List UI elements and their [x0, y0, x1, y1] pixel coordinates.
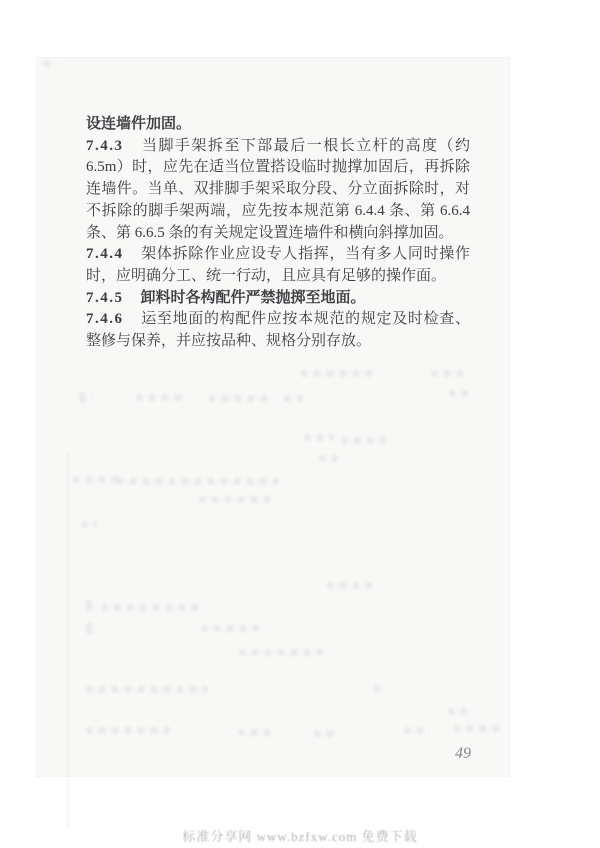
document-page [36, 57, 510, 777]
clause-7-4-5 [86, 288, 470, 310]
bleed-through-mark [341, 437, 393, 444]
bleed-through-mark [301, 370, 373, 377]
bleed-through-mark [101, 604, 205, 611]
clause-text: 运至地面的构配件应按本规范的规定及时检查、整修与保养，并应按品种、规格分别存放。 [86, 311, 470, 350]
bleed-through-mark [373, 685, 385, 692]
bleed-through-mark [86, 686, 208, 693]
bleed-through-mark [136, 394, 188, 401]
bleed-through-mark [304, 434, 334, 441]
clause-text: 架体拆除作业应设专人指挥，当有多人同时操作时，应明确分工、统一行动，且应具有足够的操作面。 [86, 246, 470, 284]
page-gutter-shadow [67, 453, 69, 828]
bleed-through-mark [81, 521, 97, 528]
bleed-through-mark [43, 60, 57, 67]
bleed-through-mark [448, 708, 468, 715]
bleed-through-mark [449, 390, 469, 397]
continuation-paragraph: 设连墙件加固。 [86, 116, 192, 132]
clause-text: 卸料时各构配件严禁抛掷至地面。 [140, 289, 366, 306]
bleed-through-mark [404, 727, 429, 734]
bleed-through-mark [319, 455, 339, 462]
body-text-block [86, 114, 470, 353]
bleed-through-mark [86, 727, 172, 734]
clause-number: 7.4.4 [86, 246, 124, 263]
bleed-through-mark [199, 496, 271, 503]
watermark-text: 标准分享网 www.bzfxw.com 免费下载 [182, 829, 418, 844]
clause-7-4-3 [86, 136, 470, 245]
bleed-through-mark [73, 476, 121, 483]
bleed-through-mark [86, 600, 98, 611]
bleed-through-mark [209, 395, 269, 402]
bleed-through-mark [454, 725, 502, 732]
bleed-through-mark [86, 623, 99, 634]
bleed-through-mark [201, 625, 259, 632]
clause-number: 7.4.6 [86, 311, 124, 328]
bleed-through-mark [431, 370, 467, 377]
bleed-through-mark [314, 730, 339, 737]
clause-text: 当脚手架拆至下部最后一根长立杆的高度（约 6.5m）时，应先在适当位置搭设临时抛撑加固后，再拆除连墙件。当单、双排脚手架采取分段、分立面拆除时，对不拆除的脚手架两端，应先按本规范第 6.4.4 条、第 6.6.4 条、第 6.6.5 条的有关规定设置连墙件和横向斜撑加固。 [86, 137, 470, 241]
bleed-through-mark [117, 478, 279, 485]
bleed-through-mark [239, 649, 325, 656]
bleed-through-mark [327, 582, 373, 589]
clause-number: 7.4.3 [86, 137, 124, 154]
clause-7-4-6 [86, 309, 470, 352]
clause-number: 7.4.5 [86, 289, 124, 306]
clause-7-4-4 [86, 244, 470, 287]
bleed-through-mark [238, 729, 275, 736]
page-number: 49 [455, 745, 471, 762]
bleed-through-mark [284, 395, 306, 402]
bleed-through-mark [79, 392, 93, 403]
